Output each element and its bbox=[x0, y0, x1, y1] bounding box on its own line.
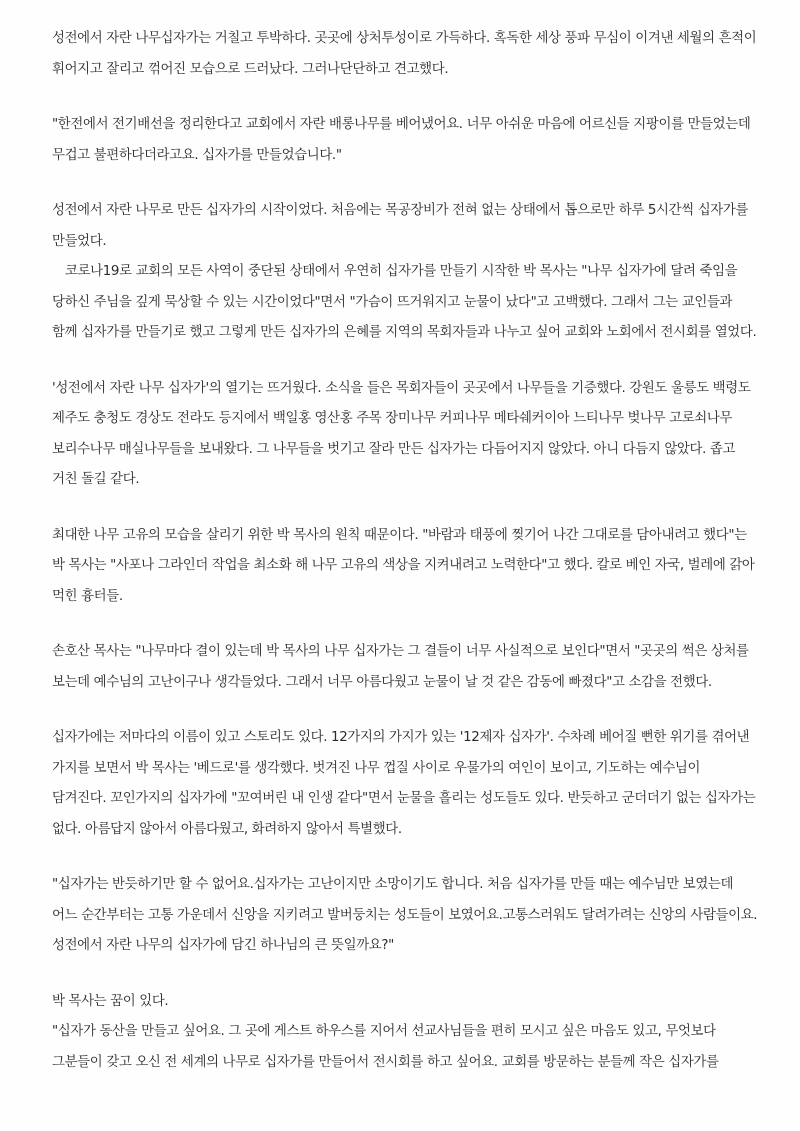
paragraph: 성전에서 자란 나무십자가는 거칠고 투박하다. 곳곳에 상처투성이로 가득하다. 혹독한 세상 풍파 무심이 이겨낸 세월의 흔적이 휘어지고 잘리고 꺾어진 모습으로 드러났다. 그러나단단하고 견고했다. bbox=[52, 31, 757, 77]
paragraph: 성전에서 자란 나무로 만든 십자가의 시작이었다. 처음에는 목공장비가 전혀 없는 상태에서 톱으로만 하루 5시간씩 십자가를 만들었다. bbox=[52, 203, 749, 249]
paragraph: 십자가에는 저마다의 이름이 있고 스토리도 있다. 12가지의 가지가 있는 '12제자 십자가'. 수차례 베어질 뻔한 위기를 겪어낸 가지를 보면서 박 목사는 '베드로'를 생각했다. 벗겨진 나무 껍질 사이로 우물가의 여인이 보이고, 기도하는 예수님이 담겨진다. 꼬인가지의 십자가에 "꼬여버린 내 인생 같다"면서 눈물을 흘리는 성도들도 있다. 반듯하고 군더더기 없는 십자가는 없다. 아름답지 않아서 아름다웠고, 화려하지 않아서 특별했다. bbox=[52, 730, 756, 837]
paragraph: "십자가 동산을 만들고 싶어요. 그 곳에 게스트 하우스를 지어서 선교사님들을 편히 모시고 싶은 마음도 있고, 무엇보다 그분들이 갖고 오신 전 세계의 나무로 십자가를 만들어서 전시회를 하고 싶어요. 교회를 방문하는 분들께 작은 십자가를 bbox=[52, 1024, 719, 1070]
paragraph: 박 목사는 꿈이 있다. bbox=[52, 993, 169, 1009]
paragraph: 코로나19로 교회의 모든 사역이 중단된 상태에서 우연히 십자가를 만들기 시작한 박 목사는 "나무 십자가에 달려 죽임을 당하신 주님을 깊게 묵상할 수 있는 시간이었다"면서 "가슴이 뜨거워지고 눈물이 났다"고 고백했다. 그래서 그는 교인들과 함께 십자가를 만들기로 했고 그렇게 만든 십자가의 은혜를 지역의 목회자들과 나누고 싶어 교회와 노회에서 전시회를 열었다. bbox=[52, 264, 757, 340]
paragraph: 손호산 목사는 "나무마다 결이 있는데 박 목사의 나무 십자가는 그 결들이 너무 사실적으로 보인다"면서 "곳곳의 썩은 상처를 보는데 예수님의 고난이구나 생각들었다. 그래서 너무 아름다웠고 눈물이 날 것 같은 감동에 빠졌다"고 소감을 전했다. bbox=[52, 644, 749, 690]
paragraph: 최대한 나무 고유의 모습을 살리기 위한 박 목사의 원칙 때문이다. "바람과 태풍에 찢기어 나간 그대로를 담아내려고 했다"는 박 목사는 "사포나 그라인더 작업을 최소화 해 나무 고유의 색상을 지켜내려고 노력한다"고 했다. 칼로 베인 자국, 벌레에 갉아 먹힌 흉터들. bbox=[52, 527, 755, 604]
paragraph: "십자가는 반듯하기만 할 수 없어요.십자가는 고난이지만 소망이기도 합니다. 처음 십자가를 만들 때는 예수님만 보였는데 어느 순간부터는 고통 가운데서 신앙을 지키려고 발버둥치는 성도들이 보였어요.고통스러워도 달려가려는 신앙의 사람들이요. 성전에서 자란 나무의 십자가에 담긴 하나님의 큰 뜻일까요?" bbox=[52, 877, 758, 953]
article-body bbox=[52, 24, 758, 1078]
paragraph: '성전에서 자란 나무 십자가'의 열기는 뜨거웠다. 소식을 들은 목회자들이 곳곳에서 나무들을 기증했다. 강원도 울릉도 백령도 제주도 충청도 경상도 전라도 등지에서 백일홍 영산홍 주목 장미나무 커피나무 메타쉐커이아 느티나무 벚나무 고로쇠나무 보리수나무 매실나무들을 보내왔다. 그 나무들을 벗기고 잘라 만든 십자가는 다듬어지지 않았다. 아니 다듬지 않았다. 좁고 거친 돌길 같다. bbox=[52, 380, 751, 487]
paragraph: "한전에서 전기배선을 정리한다고 교회에서 자란 배롱나무를 베어냈어요. 너무 아쉬운 마음에 어르신들 지팡이를 만들었는데 무겁고 불편하다더라고요. 십자가를 만들었습니다." bbox=[52, 117, 751, 163]
